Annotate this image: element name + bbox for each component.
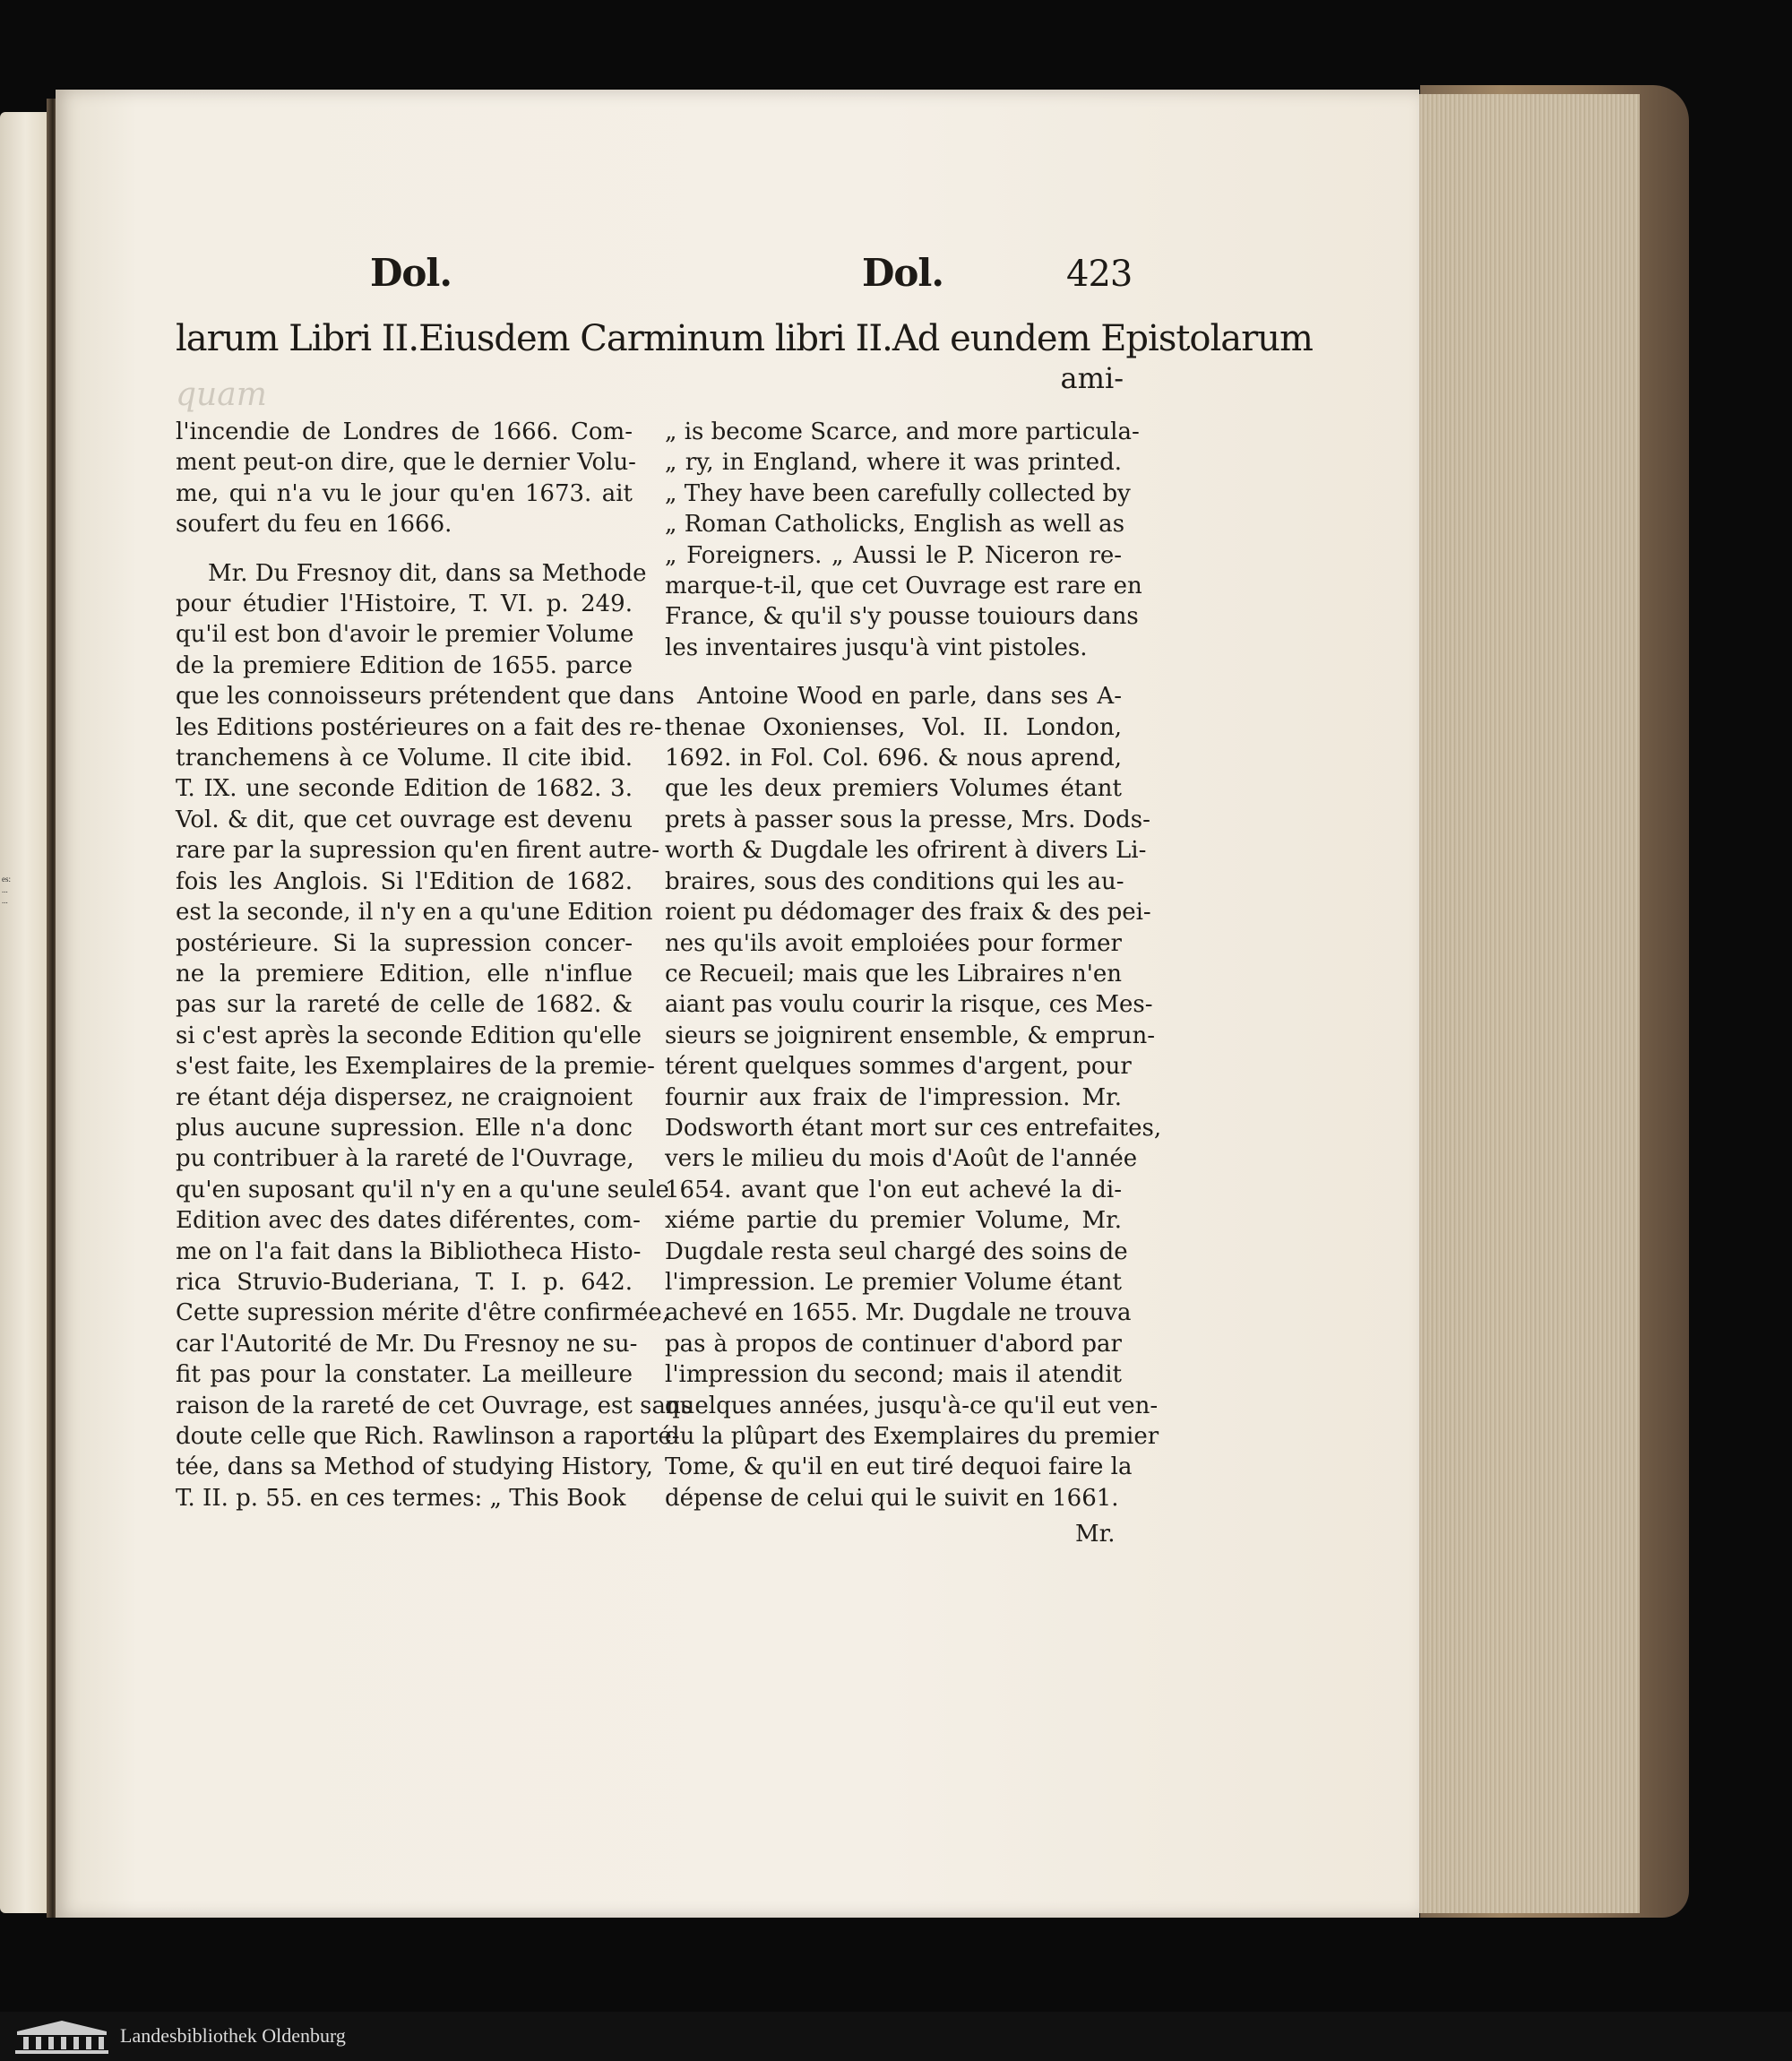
- text-line: Vol. & dit, que cet ouvrage est devenu: [176, 806, 633, 833]
- text-line: Dodsworth étant mort sur ces entrefaites,: [665, 1114, 1162, 1142]
- text-line: de la premiere Edition de 1655. parce: [176, 651, 633, 679]
- text-line: 1692. in Fol. Col. 696. & nous aprend,: [665, 745, 1122, 772]
- library-building-icon: [13, 2019, 111, 2055]
- text-line: „ is become Scarce, and more particula-: [665, 418, 1140, 445]
- text-line: s'est faite, les Exemplaires de la premie-: [176, 1053, 655, 1081]
- text-line: vers le milieu du mois d'Août de l'année: [665, 1145, 1138, 1173]
- catalog-part: Eiusdem Carminum libri II.: [418, 318, 892, 359]
- text-line: prets à passer sous la presse, Mrs. Dods-: [665, 806, 1150, 833]
- text-line: tée, dans sa Method of studying History,: [176, 1453, 653, 1481]
- text-line: térent quelques sommes d'argent, pour: [665, 1053, 1132, 1081]
- text-line: est la seconde, il n'y en a qu'une Edition: [176, 899, 653, 927]
- text-line: plus aucune supression. Elle n'a donc: [176, 1114, 633, 1142]
- text-line: les inventaires jusqu'à vint pistoles.: [665, 634, 1088, 661]
- text-line: marque-t-il, que cet Ouvrage est rare en: [665, 573, 1142, 600]
- text-line: me on l'a fait dans la Bibliotheca Histo-: [176, 1237, 642, 1265]
- running-head-right: Dol.: [862, 251, 944, 295]
- text-line: Cette supression mérite d'être confirmée,: [176, 1299, 670, 1327]
- text-line: France, & qu'il s'y pousse touiours dans: [665, 603, 1139, 631]
- library-name: Landesbibliothek Oldenburg: [120, 2024, 346, 2047]
- text-line: tranchemens à ce Volume. Il cite ibid.: [176, 745, 633, 772]
- text-line: doute celle que Rich. Rawlinson a raporté-: [176, 1423, 680, 1450]
- text-line: T. II. p. 55. en ces termes: „ This Book: [176, 1484, 626, 1512]
- text-line: quelques années, jusqu'à-ce qu'il eut ven-: [665, 1392, 1159, 1419]
- text-line: car l'Autorité de Mr. Du Fresnoy ne su-: [176, 1330, 638, 1358]
- text-line: que les connoisseurs prétendent que dans: [176, 683, 675, 711]
- paragraph: [176, 558, 694, 1514]
- text-line: rare par la supression qu'en firent autre-: [176, 837, 659, 865]
- text-line: braires, sous des conditions qui les au-: [665, 867, 1124, 895]
- paragraph: [176, 417, 636, 540]
- page-number: 423: [1066, 254, 1133, 295]
- text-line: rica Struvio-Buderiana, T. I. p. 642.: [176, 1268, 633, 1296]
- text-line: „ Foreigners. „ Aussi le P. Niceron re-: [665, 541, 1122, 569]
- text-line: qu'il est bon d'avoir le premier Volume: [176, 621, 634, 649]
- catalog-entry-line: [176, 318, 1313, 359]
- text-line: roient pu dédomager des fraix & des pei-: [665, 899, 1151, 927]
- text-line: ne la premiere Edition, elle n'influe: [176, 960, 633, 987]
- paragraph: [665, 681, 1162, 1513]
- text-line: aiant pas voulu courir la risque, ces Mes-: [665, 991, 1153, 1019]
- text-line: pas à propos de continuer d'abord par: [665, 1330, 1122, 1358]
- text-line: qu'en suposant qu'il n'y en a qu'une seule: [176, 1176, 669, 1203]
- catchword: Mr.: [1075, 1521, 1116, 1548]
- paragraph: [665, 417, 1142, 663]
- text-line: raison de la rareté de cet Ouvrage, est sans: [176, 1392, 694, 1419]
- right-text-column: [665, 417, 1162, 1513]
- left-page-margin-fragment: es: ... ...: [2, 875, 11, 905]
- text-line: me, qui n'a vu le jour qu'en 1673. ait: [176, 479, 633, 507]
- text-line: T. IX. une seconde Edition de 1682. 3.: [176, 775, 633, 803]
- text-line: sieurs se joignirent ensemble, & emprun-: [665, 1022, 1156, 1049]
- text-line: fournir aux fraix de l'impression. Mr.: [665, 1083, 1122, 1111]
- text-line: Mr. Du Fresnoy dit, dans sa Methode: [208, 559, 647, 587]
- text-line: „ They have been carefully collected by: [665, 479, 1131, 507]
- text-line: re étant déja dispersez, ne craignoient: [176, 1083, 633, 1111]
- left-text-column: [176, 417, 694, 1513]
- running-head-left: Dol.: [370, 251, 452, 295]
- bleed-through: quam: [176, 376, 267, 413]
- text-line: ment peut-on dire, que le dernier Volu-: [176, 449, 636, 477]
- text-line: „ Roman Catholicks, English as well as: [665, 511, 1125, 539]
- text-line: l'impression. Le premier Volume étant: [665, 1268, 1122, 1296]
- text-line: pour étudier l'Histoire, T. VI. p. 249.: [176, 591, 633, 618]
- text-line: ce Recueil; mais que les Libraires n'en: [665, 960, 1122, 987]
- text-line: nes qu'ils avoit emploiées pour former: [665, 929, 1122, 957]
- text-line: pas sur la rareté de celle de 1682. &: [176, 991, 633, 1019]
- text-line: pu contribuer à la rareté de l'Ouvrage,: [176, 1145, 634, 1173]
- text-line: dépense de celui qui le suivit en 1661.: [665, 1484, 1119, 1512]
- text-line: Antoine Wood en parle, dans ses A-: [697, 683, 1122, 711]
- page-block-edge: [1416, 94, 1640, 1913]
- text-line: fit pas pour la constater. La meilleure: [176, 1361, 633, 1389]
- text-line: thenae Oxonienses, Vol. II. London,: [665, 713, 1122, 741]
- text-line: xiéme partie du premier Volume, Mr.: [665, 1207, 1122, 1235]
- text-line: 1654. avant que l'on eut achevé la di-: [665, 1176, 1122, 1203]
- text-line: fois les Anglois. Si l'Edition de 1682.: [176, 867, 633, 895]
- catalog-part: Ad eundem Epistolarum: [892, 318, 1313, 359]
- text-line: worth & Dugdale les ofrirent à divers Li-: [665, 837, 1147, 865]
- text-line: Tome, & qu'il en eut tiré dequoi faire la: [665, 1453, 1133, 1481]
- text-line: que les deux premiers Volumes étant: [665, 775, 1122, 803]
- text-line: „ ry, in England, where it was printed.: [665, 449, 1122, 477]
- text-line: Dugdale resta seul chargé des soins de: [665, 1237, 1128, 1265]
- text-line: si c'est après la seconde Edition qu'elle: [176, 1022, 642, 1049]
- text-line: l'impression du second; mais il atendit: [665, 1361, 1122, 1389]
- text-line: Edition avec des dates diférentes, com-: [176, 1207, 641, 1235]
- text-line: les Editions postérieures on a fait des re-: [176, 713, 662, 741]
- text-line: soufert du feu en 1666.: [176, 511, 452, 539]
- text-line: postérieure. Si la supression concer-: [176, 929, 633, 957]
- text-line: du la plûpart des Exemplaires du premier: [665, 1423, 1159, 1450]
- footer-bar: [0, 2012, 1792, 2061]
- text-line: l'incendie de Londres de 1666. Com-: [176, 418, 633, 445]
- left-page-edge: [0, 112, 47, 1913]
- catalog-part: larum Libri II.: [176, 318, 419, 359]
- catalog-continuation: ami-: [1060, 361, 1124, 395]
- text-line: achevé en 1655. Mr. Dugdale ne trouva: [665, 1299, 1132, 1327]
